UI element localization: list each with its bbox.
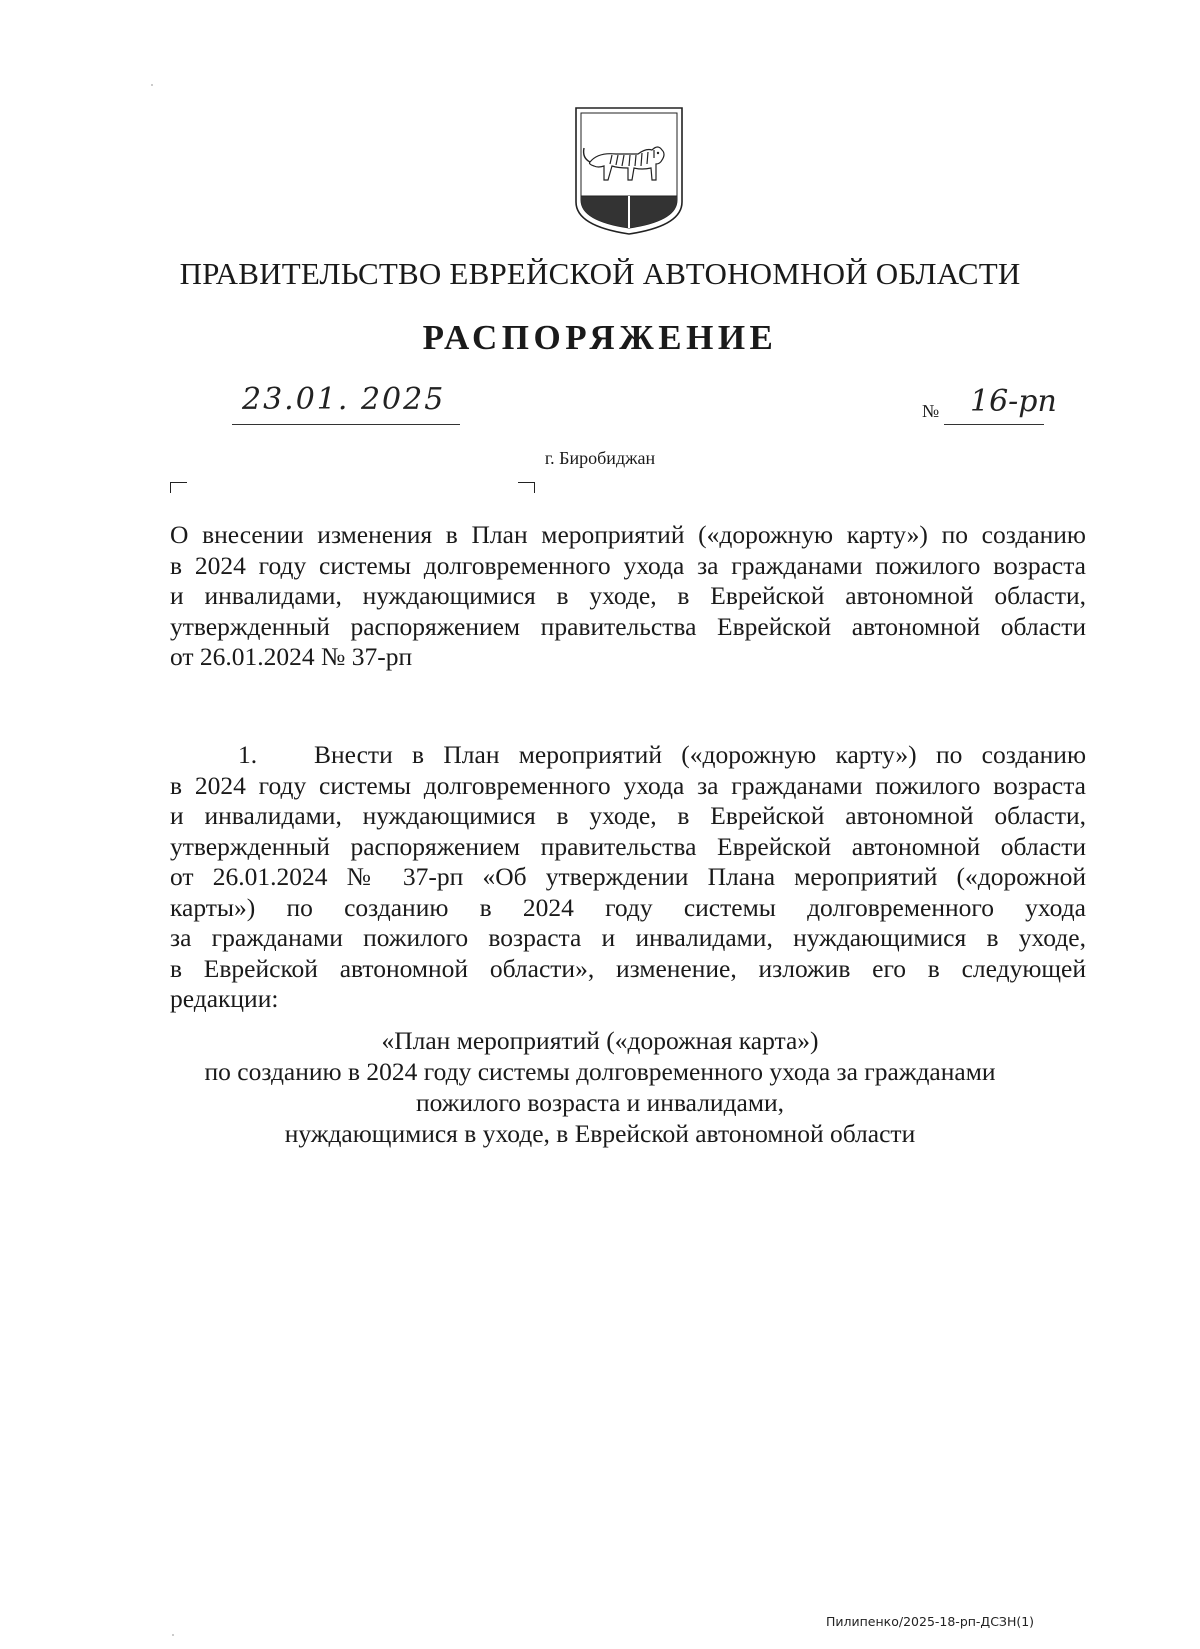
paragraph-line: в Еврейской автономной области», изменение, изложив его в следующей [170, 953, 1086, 983]
government-title: ПРАВИТЕЛЬСТВО ЕВРЕЙСКОЙ АВТОНОМНОЙ ОБЛАСТИ [179, 256, 1021, 291]
plan-title [0, 1025, 1200, 1149]
scan-speck [172, 1634, 174, 1636]
corner-mark-left [170, 482, 187, 493]
subject-line: в 2024 году системы долговременного ухода за гражданами пожилого возраста [170, 550, 1086, 580]
item-number: 1. [238, 740, 258, 769]
number-label: № [922, 401, 940, 421]
paragraph-text: Внести в План мероприятий («дорожную карту») по созданию [314, 740, 1086, 769]
paragraph-line: за гражданами пожилого возраста и инвалидами, нуждающимися в уходе, [170, 923, 1086, 952]
document-type: РАСПОРЯЖЕНИЕ [422, 318, 778, 357]
subject-line: и инвалидами, нуждающимися в уходе, в Еврейской автономной области, [170, 581, 1086, 610]
paragraph-line: карты») по созданию в 2024 году системы долговременного ухода [170, 892, 1086, 922]
paragraph-line: от 26.01.2024 № 37-рп «Об утверждении Плана мероприятий («дорожной [170, 862, 1086, 891]
number-underline [944, 424, 1044, 425]
paragraph-line: и инвалидами, нуждающимися в уходе, в Еврейской автономной области, [170, 801, 1086, 830]
paragraph-line: редакции: [170, 984, 279, 1013]
document-number: 16-рп [970, 384, 1057, 419]
subject-line: от 26.01.2024 № 37-рп [170, 642, 413, 671]
city: г. Биробиджан [544, 448, 656, 468]
document-subject [170, 520, 1086, 673]
paragraph-1 [170, 740, 1086, 1015]
plan-title-line: по созданию в 2024 году системы долговременного ухода за гражданами [204, 1057, 996, 1086]
subject-line: утвержденный распоряжением правительства Еврейской автономной области [170, 611, 1086, 641]
date-underline [232, 424, 460, 425]
paragraph-line: утвержденный распоряжением правительства Еврейской автономной области [170, 831, 1086, 861]
scan-speck [151, 84, 153, 86]
plan-title-line: «План мероприятий («дорожная карта») [381, 1026, 819, 1055]
paragraph-line: в 2024 году системы долговременного ухода за гражданами пожилого возраста [170, 770, 1086, 800]
paragraph-line-first [170, 740, 1086, 771]
subject-line: О внесении изменения в План мероприятий («дорожную карту») по созданию [170, 520, 1086, 549]
document-date: 23.01. 2025 [242, 382, 446, 417]
plan-title-line: нуждающимися в уходе, в Еврейской автономной области [284, 1119, 916, 1148]
footer-code: Пилипенко/2025-18-рп-ДСЗН(1) [826, 1614, 1035, 1629]
plan-title-line: пожилого возраста и инвалидами, [415, 1088, 785, 1117]
coat-of-arms-tiger-icon [572, 104, 686, 238]
corner-mark-right [518, 482, 535, 493]
